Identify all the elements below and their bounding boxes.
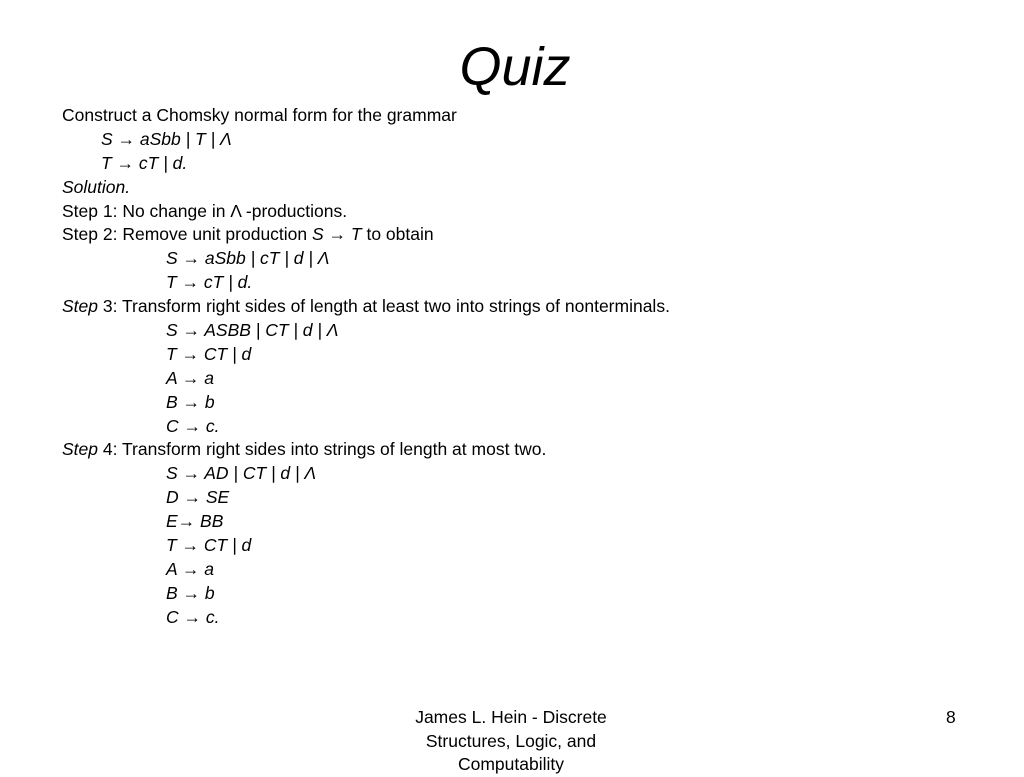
step-2 [62, 223, 1002, 247]
step-2-production: S → T [312, 224, 362, 245]
grammar-rule: S → aSbb | T | Λ [101, 128, 232, 149]
slide-content [62, 104, 1002, 630]
step-4-text: 4: Transform right sides into strings of length at most two. [98, 439, 547, 460]
step-4-rule: B → b [166, 582, 215, 603]
grammar-rule: T → cT | d. [101, 152, 188, 173]
step-3-rule: T → CT | d [166, 343, 252, 364]
step-2-rule: T → cT | d. [166, 272, 253, 293]
intro-text: Construct a Chomsky normal form for the grammar [62, 105, 457, 125]
step-4 [62, 438, 1002, 462]
step-2-suffix: to obtain [361, 224, 434, 245]
step-4-rule: D → SE [166, 487, 230, 508]
step-3-rule: S → ASBB | CT | d | Λ [166, 320, 339, 341]
step-4-rule: C → c. [166, 606, 220, 627]
solution-label: Solution. [62, 176, 131, 197]
step-4-rule: S → AD | CT | d | Λ [166, 463, 317, 484]
step-3-rule: C → c. [166, 415, 220, 436]
step-2-prefix: Step 2: Remove unit production [62, 224, 313, 245]
step-4-label: Step [62, 439, 98, 460]
step-3-label: Step [62, 296, 98, 317]
step-3-text: 3: Transform right sides of length at least two into strings of nonterminals. [98, 296, 670, 317]
step-3 [62, 295, 1002, 319]
step-4-rule: T → CT | d [166, 535, 252, 556]
slide-title: Quiz [459, 37, 571, 97]
step-2-rule: S → aSbb | cT | d | Λ [166, 248, 330, 269]
step-4-rule: A → a [166, 558, 214, 579]
step-3-rule: B → b [166, 391, 215, 412]
slide-footer: James L. Hein - Discrete Structures, Logic, and Computability [415, 707, 607, 774]
page-number: 8 [946, 707, 956, 727]
step-4-rule: E→ BB [166, 511, 224, 532]
step-1: Step 1: No change in Λ -productions. [62, 200, 348, 221]
step-3-rule: A → a [166, 367, 214, 388]
